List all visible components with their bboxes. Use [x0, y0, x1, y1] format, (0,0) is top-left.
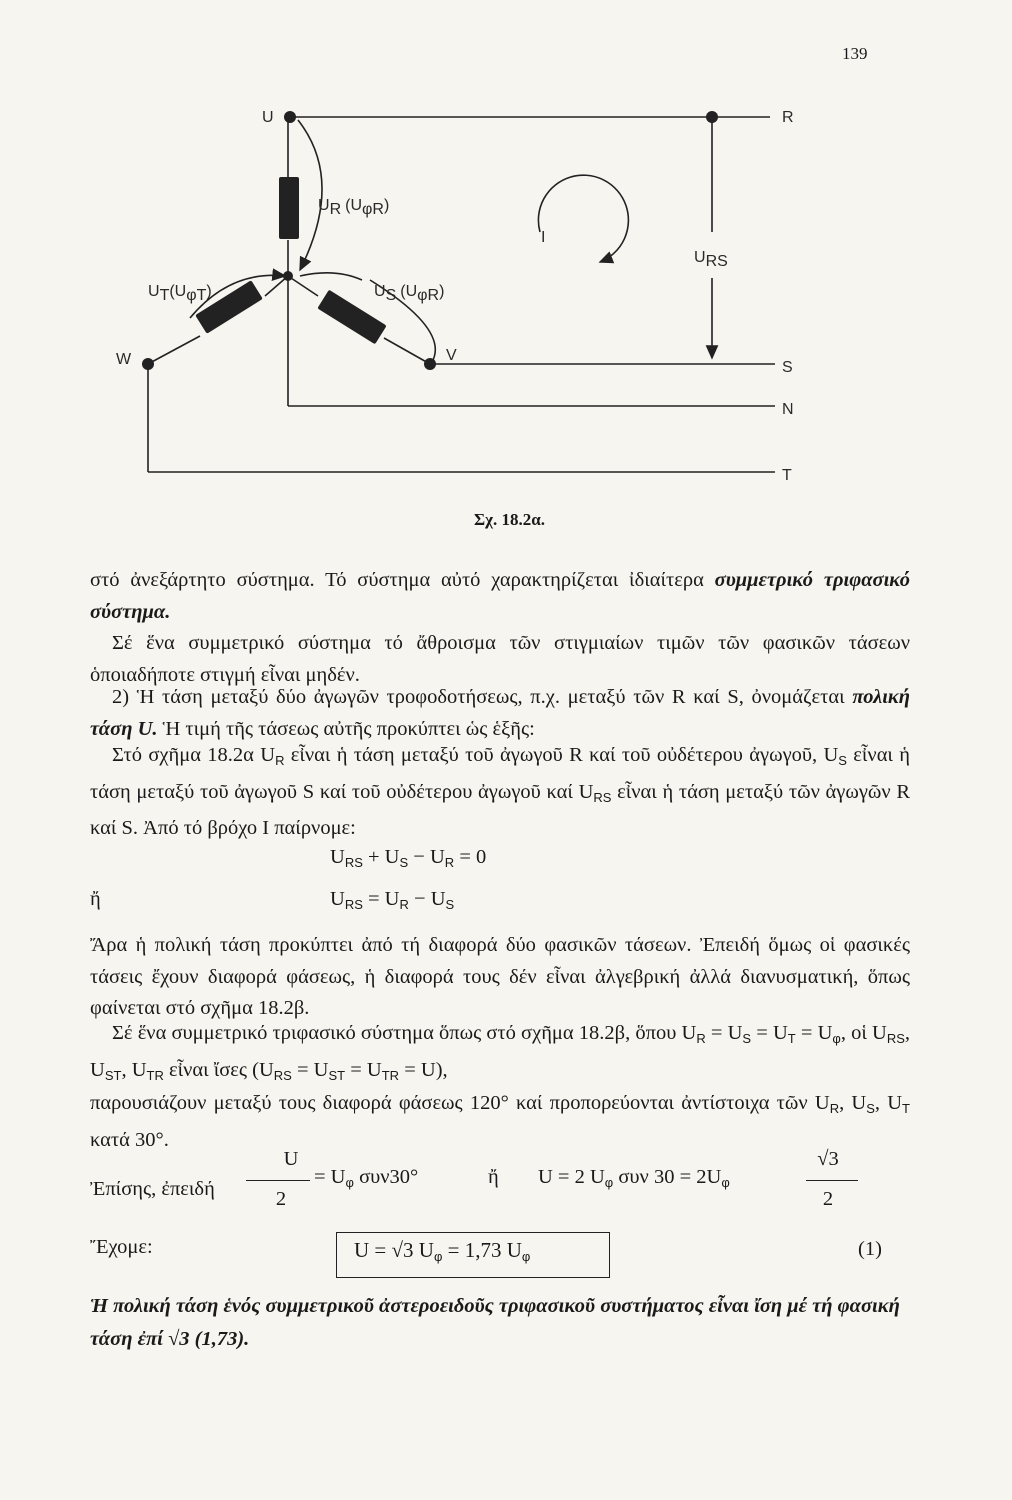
- paragraph-7: παρουσιάζουν μεταξύ τους διαφορά φάσεως 120° καί προπορεύονται ἀντίστοιχα τῶν UR, US, UT κατά 30°.: [90, 1092, 910, 1151]
- label-URS: URS: [694, 249, 728, 270]
- figure-caption: Σχ. 18.2α.: [474, 510, 545, 529]
- node-star: [283, 271, 293, 281]
- paragraph-2: Σέ ἕνα συμμετρικό σύστημα τό ἄθροισμα τῶν στιγμιαίων τιμῶν τῶν φασικῶν τάσεων ὁποιαδήποτε στιγμή εἶναι μηδέν.: [90, 632, 910, 686]
- also-equation-2: U = 2 Uφ συν 30 = 2Uφ: [538, 1166, 730, 1190]
- paragraph-3: 2) Ἡ τάση μεταξύ δύο ἀγωγῶν τροφοδοτήσεως, π.χ. μεταξύ τῶν R καί S, ὀνομάζεται πολική τάση U. Ἡ τιμή τῆς τάσεως αὐτῆς προκύπτει ὡς ἑξῆς:: [90, 686, 910, 740]
- or-word: ἤ: [90, 888, 101, 910]
- label-UT: UT(UφT): [148, 283, 212, 304]
- paragraph-4: Στό σχῆμα 18.2α UR εἶναι ἡ τάση μεταξύ τοῦ ἀγωγοῦ R καί τοῦ οὐδέτερου ἀγωγοῦ, US εἶναι ἡ τάση μεταξύ τοῦ ἀγωγοῦ S καί τοῦ οὐδέτερου ἀγωγοῦ καί URS εἶναι ἡ τάση μεταξύ τῶν ἀγωγῶν R καί S. Ἀπό τό βρόχο I παίρνομε:: [90, 744, 910, 839]
- loop-arrow-I: [538, 175, 628, 262]
- node-V: [424, 358, 436, 370]
- also-equation: = Uφ συν30°: [314, 1166, 419, 1190]
- label-R: R: [782, 109, 794, 126]
- sqrt3-denominator: 2: [822, 1188, 834, 1210]
- equation-number: (1): [858, 1238, 882, 1260]
- paragraph-5: Ἄρα ἡ πολική τάση προκύπτει ἀπό τή διαφορά δύο φασικῶν τάσεων. Ἐπειδή ὅμως οἱ φασικές τάσεις ἔχουν διαφορά φάσεως, ἡ διαφορά τους δέν εἶναι ἀλγεβρική ἀλλά διανυσματική, ὅπως φαίνεται στό σχῆμα 18.2β.: [90, 934, 910, 1019]
- equation-1: URS + US − UR = 0: [330, 846, 487, 870]
- page-number: 139: [842, 44, 868, 63]
- node-W: [142, 358, 154, 370]
- also-label: Ἐπίσης, ἐπειδή: [90, 1178, 215, 1200]
- label-loop-I: I: [541, 229, 546, 246]
- node-U: [284, 111, 296, 123]
- equation-2: URS = UR − US: [330, 888, 455, 912]
- boxed-formula: U = √3 Uφ = 1,73 Uφ: [354, 1238, 531, 1264]
- label-US: US (UφR): [374, 283, 445, 304]
- circuit-diagram: [0, 0, 1012, 500]
- label-S: S: [782, 359, 793, 376]
- label-N: N: [782, 401, 794, 418]
- fraction-denominator: 2: [275, 1188, 287, 1210]
- fraction-bar: [246, 1180, 310, 1181]
- fraction-bar-2: [806, 1180, 858, 1181]
- sqrt3-numerator: √3: [817, 1148, 839, 1170]
- label-V: V: [446, 347, 457, 364]
- also-or: ἤ: [488, 1166, 499, 1188]
- resistor-R: [279, 177, 299, 239]
- have-label: Ἔχομε:: [90, 1236, 153, 1258]
- paragraph-1: στό ἀνεξάρτητο σύστημα. Τό σύστημα αὐτό χαρακτηρίζεται ἰδιαίτερα συμμετρικό τριφασικό σύστημα.: [90, 569, 911, 623]
- label-U: U: [262, 109, 274, 126]
- paragraph-6: Σέ ἕνα συμμετρικό τριφασικό σύστημα ὅπως στό σχῆμα 18.2β, ὅπου UR = US = UT = Uφ, οἱ URS, UST, UTR εἶναι ἴσες (URS = UST = UTR = U),: [90, 1022, 910, 1083]
- label-T: T: [782, 467, 792, 484]
- fraction-numerator: U: [283, 1148, 299, 1170]
- label-UR: UR (UφR): [318, 197, 390, 218]
- conclusion: Ἡ πολική τάση ἑνός συμμετρικοῦ ἀστεροειδοῦς τριφασικοῦ συστήματος εἶναι ἴση μέ τή φασική τάση ἐπί √3 (1,73).: [90, 1295, 900, 1350]
- label-W: W: [116, 351, 132, 368]
- node-R: [706, 111, 718, 123]
